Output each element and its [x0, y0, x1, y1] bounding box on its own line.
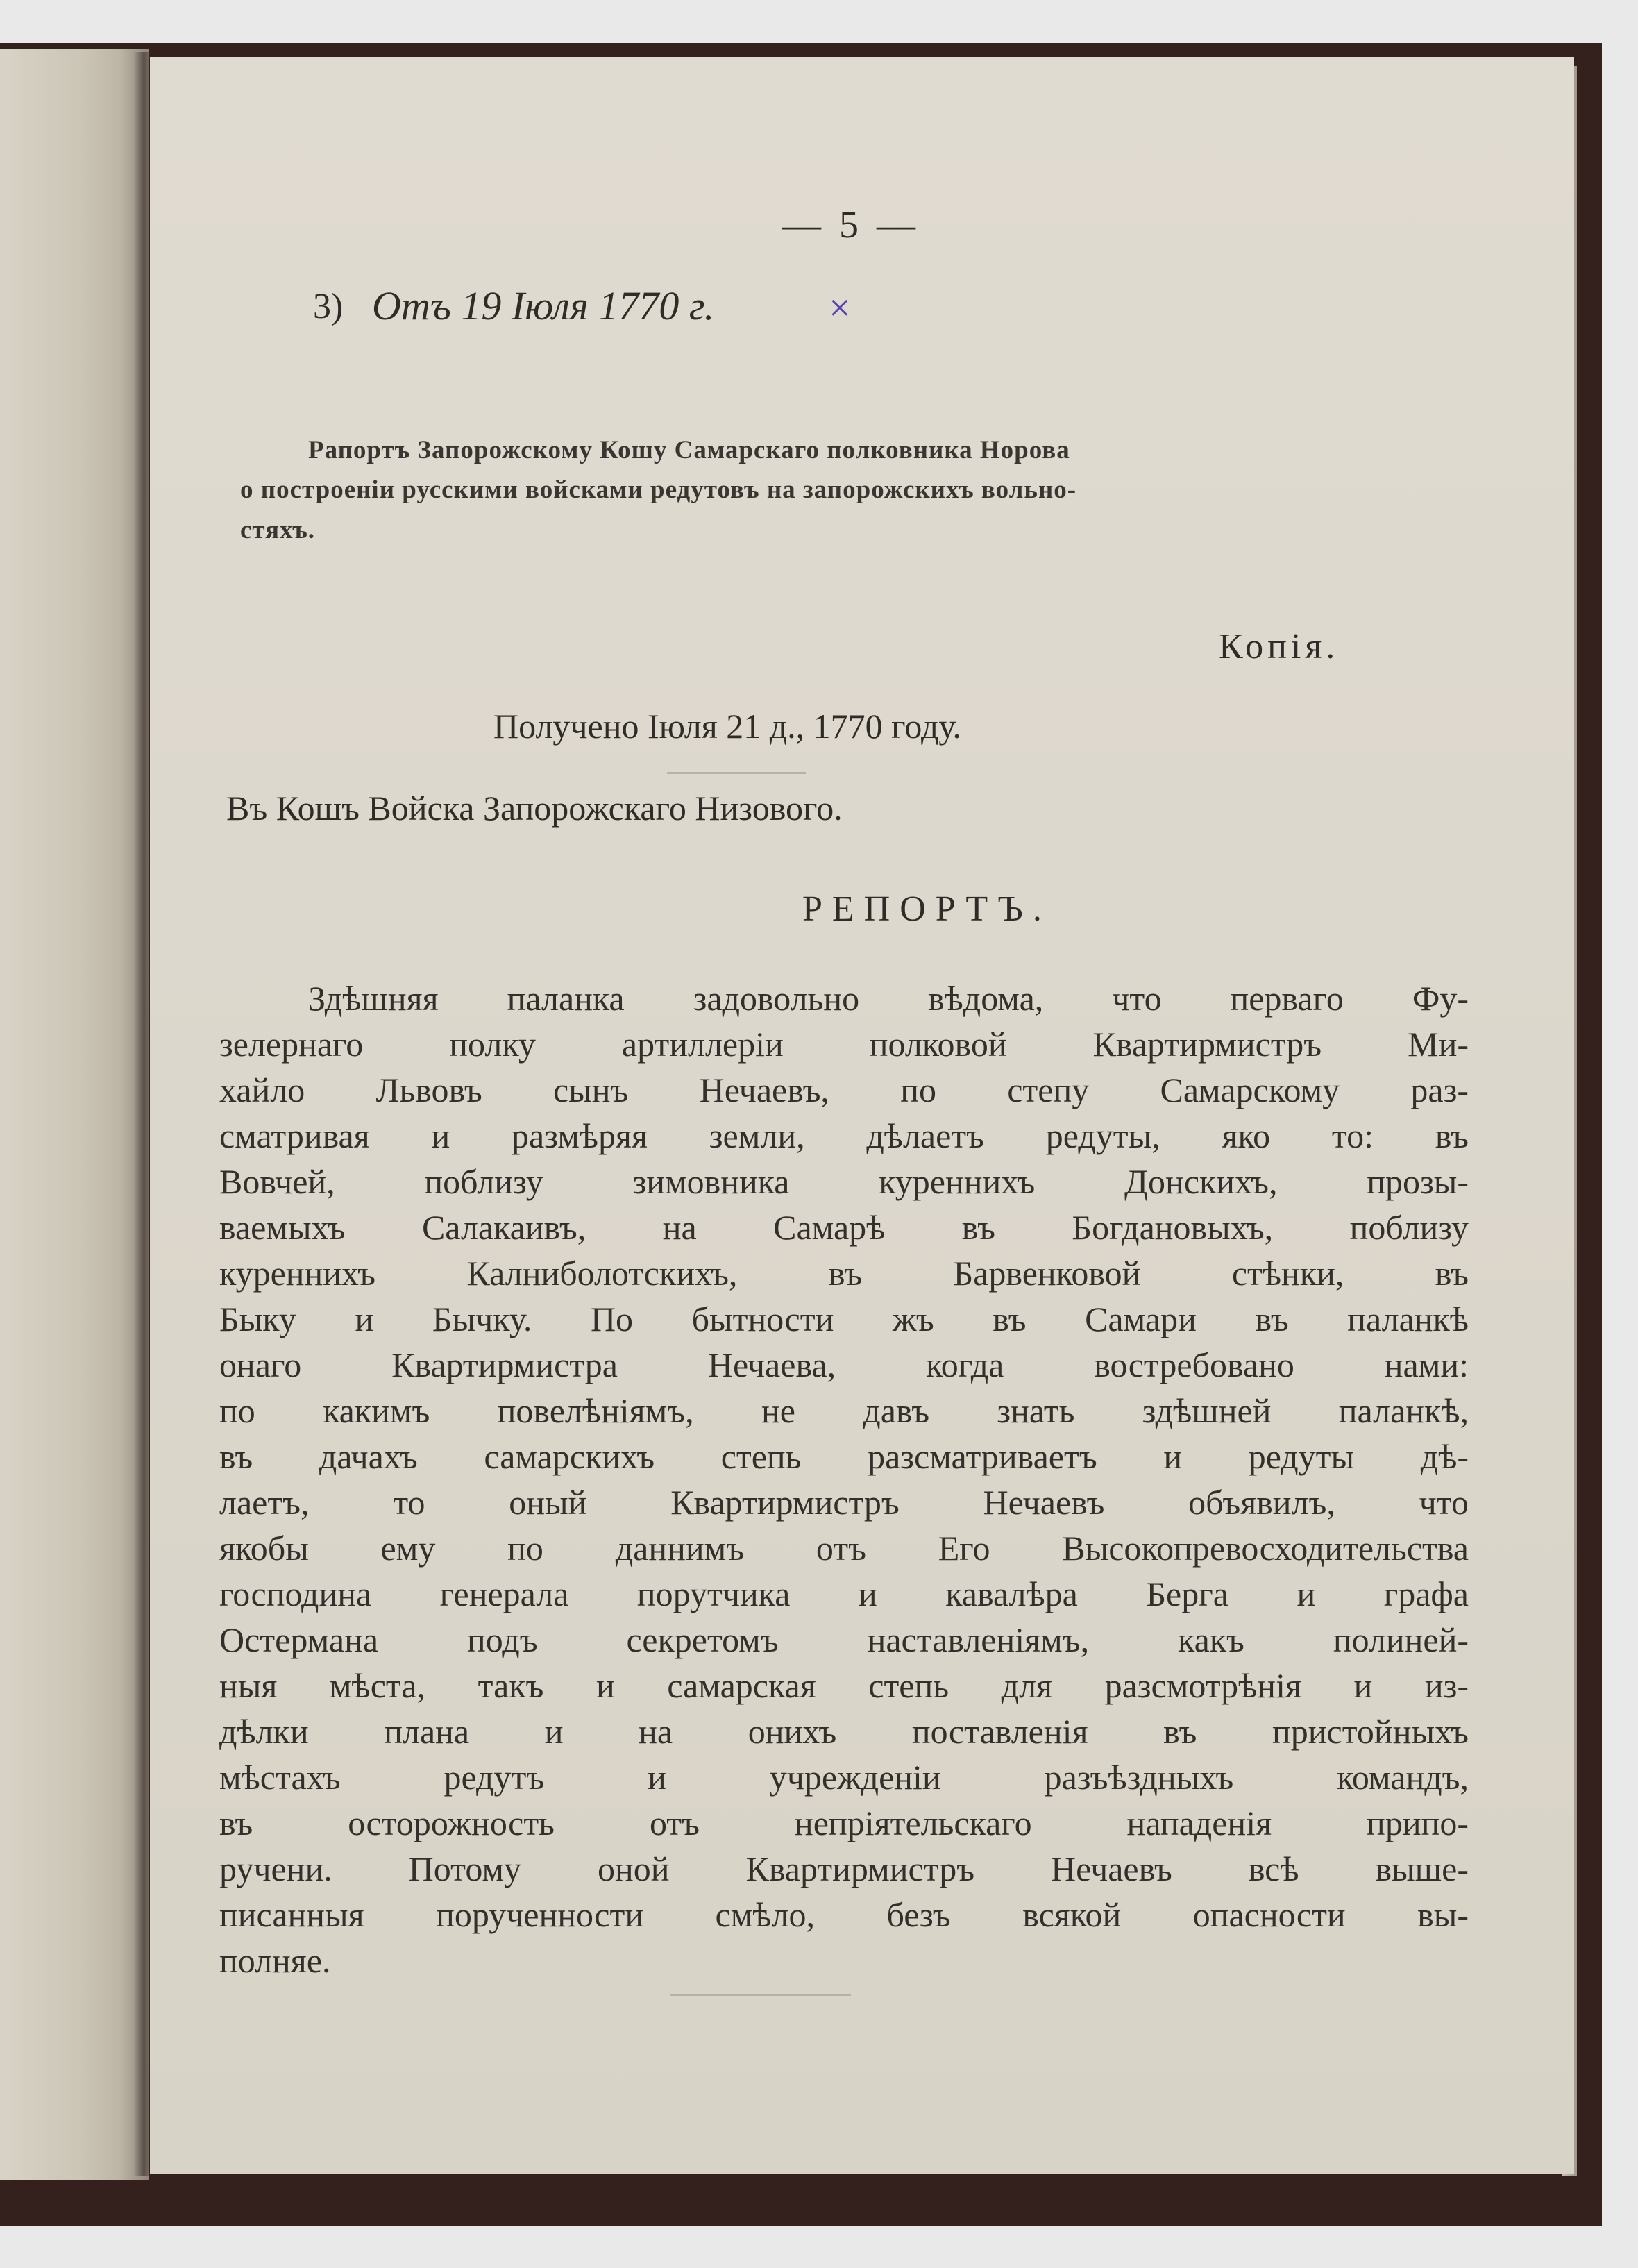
- summary-line: о построеніи русскими войсками редутовъ на запорожскихъ вольно-: [240, 476, 1077, 504]
- body-line: Быку и Бычку. По бытности жъ въ Самари въ паланкѣ: [219, 1300, 1469, 1338]
- left-page-edge: [0, 49, 149, 2180]
- body-line: мѣстахъ редутъ и учрежденіи разъѣздныхъ командъ,: [219, 1758, 1469, 1797]
- body-line: ваемыхъ Салакаивъ, на Самарѣ въ Богдановыхъ, поблизу: [219, 1208, 1469, 1247]
- pencil-cross-mark: ×: [829, 287, 851, 330]
- body-line: лаетъ, то оный Квартирмистръ Нечаевъ объявилъ, что: [219, 1483, 1469, 1522]
- report-title: РЕПОРТЪ.: [802, 889, 1052, 929]
- summary-line: Рапортъ Запорожскому Кошу Самарскаго полковника Норова: [308, 436, 1070, 464]
- body-line: хайло Львовъ сынъ Нечаевъ, по степу Самарскому раз-: [219, 1070, 1469, 1109]
- body-line: дѣлки плана и на онихъ поставленія въ пристойныхъ: [219, 1712, 1469, 1751]
- body-line: Здѣшняя паланка задовольно вѣдома, что перваго Фу-: [308, 979, 1469, 1018]
- addressee-line: Въ Кошъ Войска Запорожскаго Низового.: [226, 789, 843, 828]
- divider-rule: [670, 1994, 851, 1996]
- body-line: полняе.: [219, 1941, 331, 1980]
- entry-date-heading: Отъ 19 Іюля 1770 г.: [372, 283, 715, 328]
- binding-shadow: [133, 52, 151, 2176]
- body-line: въ дачахъ самарскихъ степь разсматриваетъ и редуты дѣ-: [219, 1437, 1469, 1476]
- body-line: сматривая и размѣряя земли, дѣлаетъ редуты, яко то: въ: [219, 1116, 1469, 1155]
- body-line: въ осторожность отъ непріятельскаго нападенія припо-: [219, 1804, 1469, 1842]
- received-date-line: Получено Іюля 21 д., 1770 году.: [493, 707, 961, 746]
- body-line: по какимъ повелѣніямъ, не давъ знать здѣшней паланкѣ,: [219, 1391, 1469, 1430]
- body-line: ныя мѣста, такъ и самарская степь для разсмотрѣнія и из-: [219, 1666, 1469, 1705]
- body-line: писанныя порученности смѣло, безъ всякой опасности вы-: [219, 1895, 1469, 1934]
- body-line: господина генерала порутчика и кавалѣра Берга и графа: [219, 1574, 1469, 1613]
- copy-label: Копія.: [1219, 627, 1340, 666]
- body-line: зелернаго полку артиллеріи полковой Квартирмистръ Ми-: [219, 1025, 1469, 1064]
- divider-rule: [667, 772, 806, 774]
- body-line: якобы ему по даннимъ отъ Его Высокопревосходительства: [219, 1529, 1469, 1568]
- entry-number: 3): [313, 287, 344, 326]
- body-line: Остермана подъ секретомъ наставленіямъ, какъ полиней-: [219, 1620, 1469, 1659]
- body-line: куреннихъ Калниболотскихъ, въ Барвенковой стѣнки, въ: [219, 1254, 1469, 1293]
- body-line: онаго Квартирмистра Нечаева, когда востребовано нами:: [219, 1345, 1469, 1384]
- document-page: [150, 57, 1574, 2174]
- summary-line: стяхъ.: [240, 516, 316, 544]
- body-line: ручени. Потому оной Квартирмистръ Нечаевъ всѣ выше-: [219, 1849, 1469, 1888]
- page-number: — 5 —: [782, 203, 920, 246]
- body-line: Вовчей, поблизу зимовника куреннихъ Донскихъ, прозы-: [219, 1162, 1469, 1201]
